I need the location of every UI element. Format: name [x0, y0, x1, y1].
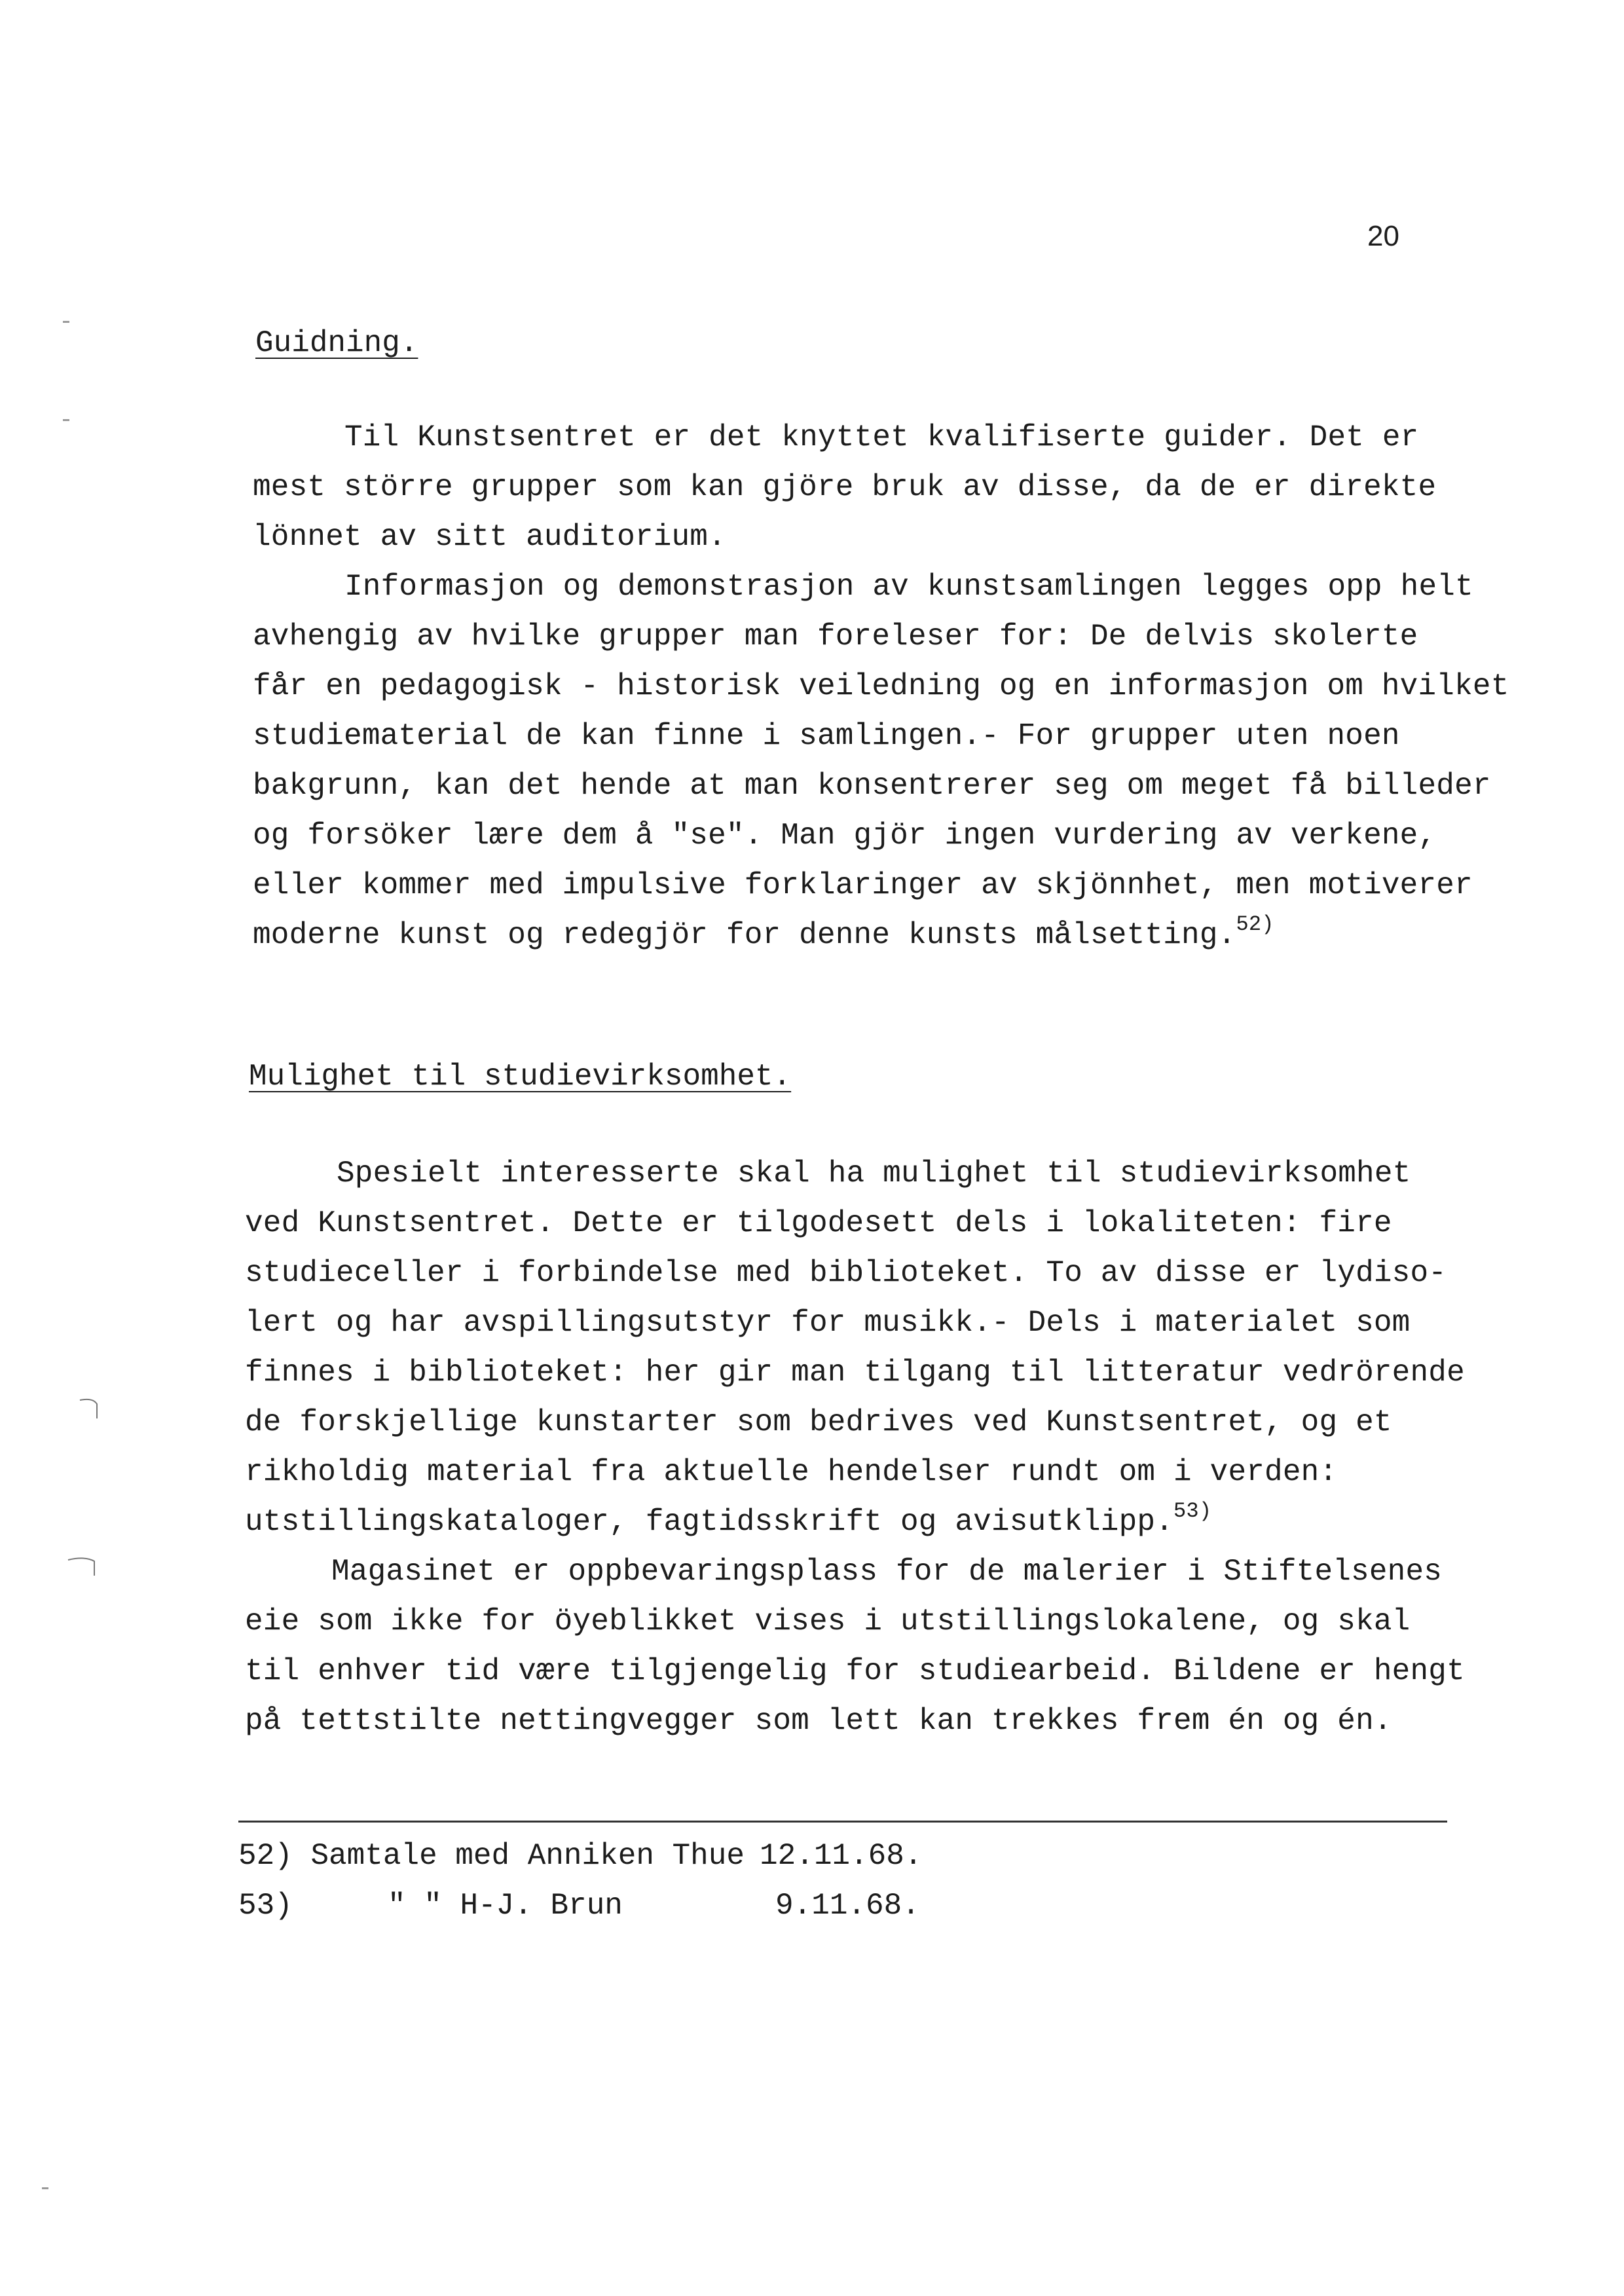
margin-hook-mark [65, 1552, 105, 1578]
footnote-ref-53: 53) [1173, 1499, 1212, 1523]
paragraph-line: Magasinet er oppbevaringsplass for de malerier i Stiftelsenes [331, 1555, 1443, 1589]
page-number: 20 [1367, 220, 1399, 252]
paragraph-line: Spesielt interesserte skal ha mulighet til studievirksomhet [337, 1157, 1411, 1191]
paragraph-line: studieceller i forbindelse med biblioteket. To av disse er lydiso- [245, 1256, 1447, 1290]
paragraph-line: på tettstilte nettingvegger som lett kan trekkes frem én og én. [245, 1704, 1392, 1738]
paragraph-line-text: utstillingskataloger, fagtidsskrift og avisutklipp. [245, 1505, 1174, 1539]
footnote-separator [238, 1821, 1447, 1823]
paragraph-line-text: moderne kunst og redegjör for denne kunsts målsetting. [253, 918, 1236, 952]
footnote-52 [238, 1839, 745, 1873]
paragraph-line: Informasjon og demonstrasjon av kunstsamlingen legges opp helt [344, 570, 1473, 604]
paragraph-line: eller kommer med impulsive forklaringer av skjönnhet, men motiverer [253, 868, 1473, 902]
paragraph-line-with-footnote [245, 1499, 1212, 1539]
footnote-number: 53) [238, 1889, 293, 1923]
paragraph-line: rikholdig material fra aktuelle hendelser rundt om i verden: [245, 1455, 1338, 1489]
paragraph-line: studiematerial de kan finne i samlingen.- For grupper uten noen [253, 719, 1400, 753]
footnote-number: 52) [238, 1839, 293, 1873]
paragraph-line: eie som ikke for öyeblikket vises i utstillingslokalene, og skal [245, 1604, 1411, 1639]
footnote-text: " " H-J. Brun [388, 1889, 623, 1923]
footnote-ref-52: 52) [1236, 912, 1274, 936]
scan-mark [42, 2187, 48, 2189]
scan-mark [63, 419, 69, 421]
paragraph-line: mest större grupper som kan gjöre bruk av disse, da de er direkte [253, 470, 1437, 504]
scan-mark [63, 321, 69, 323]
paragraph-line: ved Kunstsentret. Dette er tilgodesett dels i lokaliteten: fire [245, 1206, 1392, 1240]
margin-hook-mark [77, 1395, 103, 1421]
paragraph-line: de forskjellige kunstarter som bedrives ved Kunstsentret, og et [245, 1405, 1392, 1439]
paragraph-line: lönnet av sitt auditorium. [253, 520, 726, 554]
paragraph-line: bakgrunn, kan det hende at man konsentrerer seg om meget få billeder [253, 769, 1491, 803]
footnote-52-date: 12.11.68. [760, 1839, 923, 1873]
paragraph-line: finnes i biblioteket: her gir man tilgang til litteratur vedrörende [245, 1356, 1465, 1390]
paragraph-line-with-footnote [253, 912, 1274, 952]
footnote-53 [238, 1889, 623, 1923]
paragraph-line: avhengig av hvilke grupper man foreleser for: De delvis skolerte [253, 620, 1418, 654]
paragraph-line: får en pedagogisk - historisk veiledning og en informasjon om hvilket [253, 669, 1509, 703]
section-heading-guidning: Guidning. [255, 326, 418, 360]
paragraph-line: og forsöker lære dem å "se". Man gjör ingen vurdering av verkene, [253, 819, 1437, 853]
paragraph-line: lert og har avspillingsutstyr for musikk.- Dels i materialet som [245, 1306, 1411, 1340]
footnote-text: Samtale med Anniken Thue [310, 1839, 745, 1873]
paragraph-line: Til Kunstsentret er det knyttet kvalifiserte guider. Det er [344, 420, 1419, 454]
section-heading-studievirksomhet: Mulighet til studievirksomhet. [249, 1060, 792, 1094]
paragraph-line: til enhver tid være tilgjengelig for studiearbeid. Bildene er hengt [245, 1654, 1465, 1688]
footnote-53-date: 9.11.68. [775, 1889, 920, 1923]
